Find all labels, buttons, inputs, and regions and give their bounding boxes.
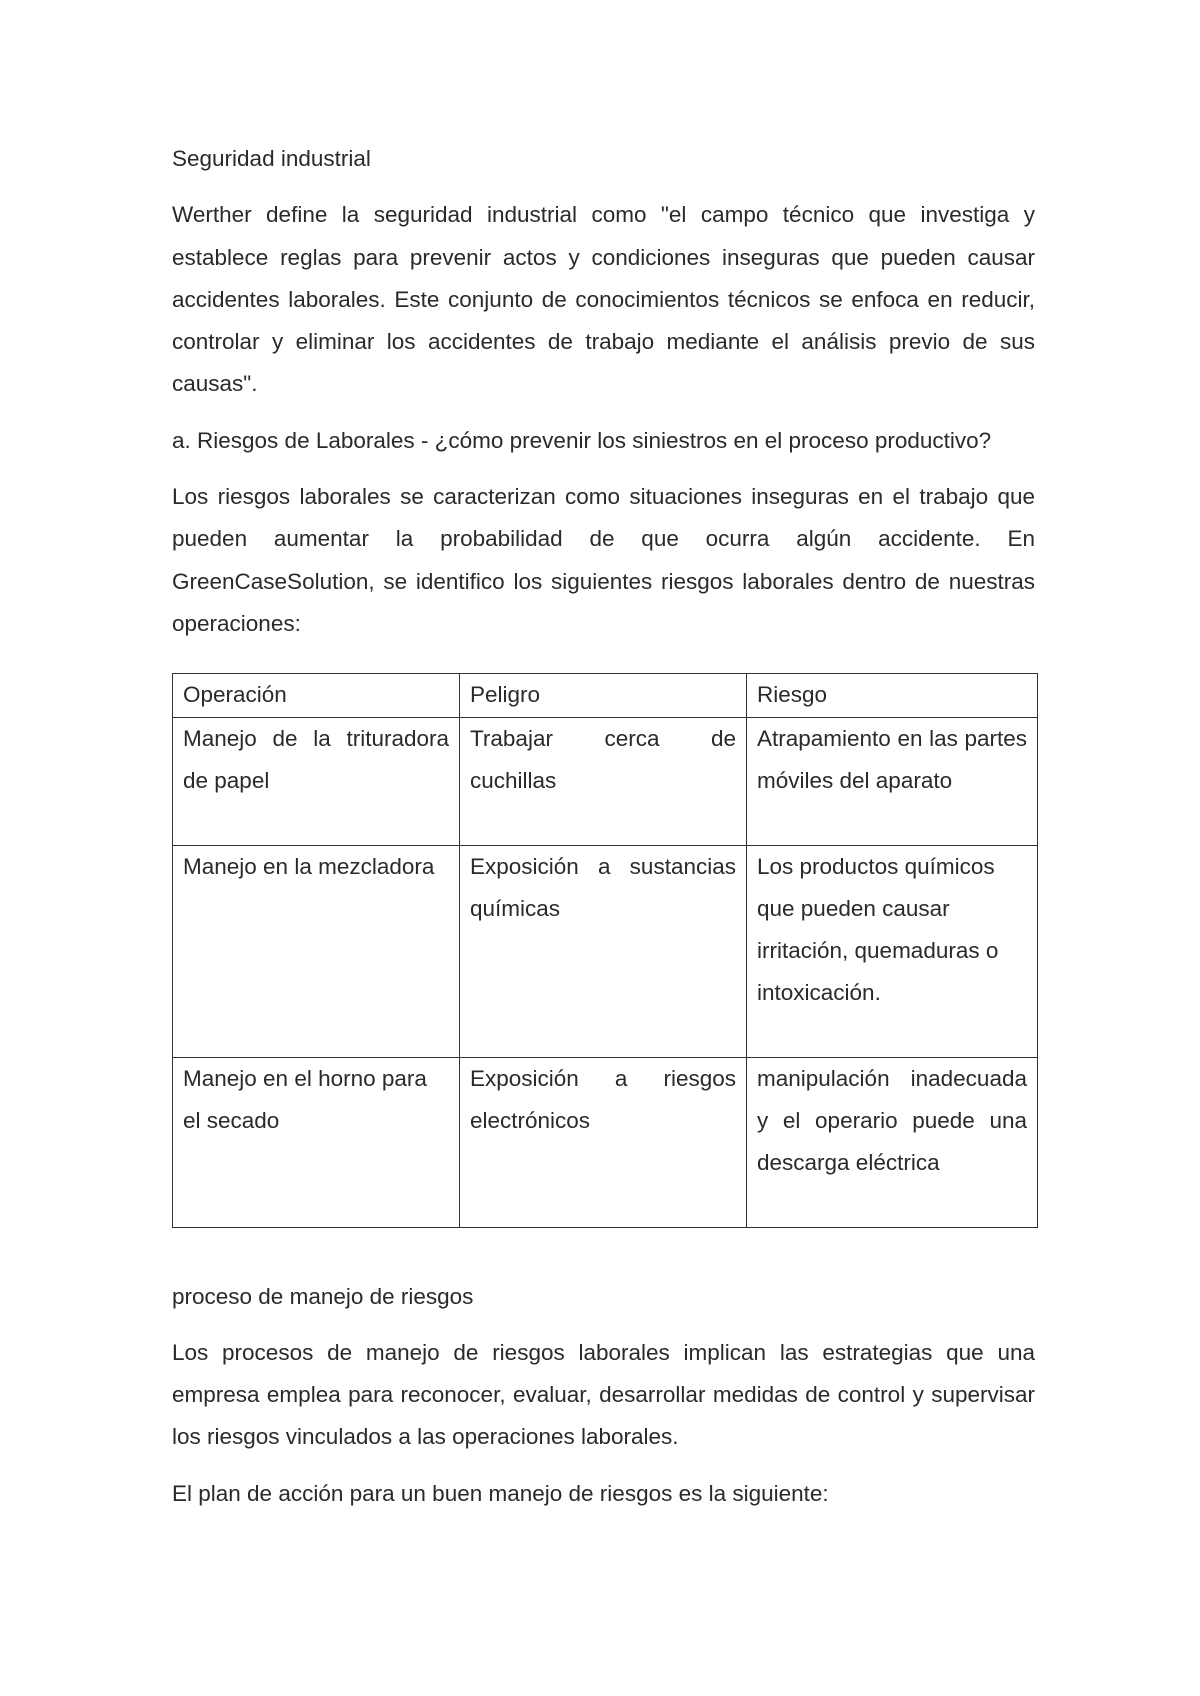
table-cell: Manejo en la mezcladora [173,845,460,1057]
table-cell: manipulación inadecuada y el operario puede una descarga eléctrica [747,1057,1038,1227]
table-header-cell: Peligro [460,674,747,717]
section-title: proceso de manejo de riesgos [172,1283,474,1309]
page-title: Seguridad industrial [172,146,371,171]
table-cell: Exposición a riesgos electrónicos [460,1057,747,1227]
risks-paragraph: Los riesgos laborales se caracterizan como situaciones inseguras en el trabajo que pueden aumentar la probabilidad de que ocurra algún accidente. En GreenCaseSolution, se identifico los siguientes riesgos laborales dentro de nuestras operaciones: [172,484,1035,636]
document-page [172,138,1035,1529]
table-cell: Exposición a sustancias químicas [460,845,747,1057]
plan-sentence: El plan de acción para un buen manejo de riesgos es la siguiente: [172,1480,829,1506]
table-header-cell: Operación [173,674,460,717]
table-row [173,1057,1038,1227]
risk-table [172,673,1038,1227]
table-header-row [173,674,1038,717]
table-header-cell: Riesgo [747,674,1038,717]
table-cell: Atrapamiento en las partes móviles del aparato [747,717,1038,845]
subheading-a: a. Riesgos de Laborales - ¿cómo prevenir los siniestros en el proceso productivo? [172,427,992,453]
section2-paragraph: Los procesos de manejo de riesgos laborales implican las estrategias que una empresa emplea para reconocer, evaluar, desarrollar medidas de control y supervisar los riesgos vinculados a las operaciones laborales. [172,1339,1035,1450]
table-row [173,717,1038,845]
intro-paragraph: Werther define la seguridad industrial como "el campo técnico que investiga y establece reglas para prevenir actos y condiciones inseguras que pueden causar accidentes laborales. Este conjunto de conocimientos técnicos se enfoca en reducir, controlar y eliminar los accidentes de trabajo mediante el análisis previo de sus causas". [172,202,1035,397]
table-cell: Manejo en el horno para el secado [173,1057,460,1227]
table-cell: Manejo de la trituradora de papel [173,717,460,845]
table-cell: Los productos químicos que pueden causar irritación, quemaduras o intoxicación. [747,845,1038,1057]
table-row [173,845,1038,1057]
table-cell: Trabajar cerca de cuchillas [460,717,747,845]
